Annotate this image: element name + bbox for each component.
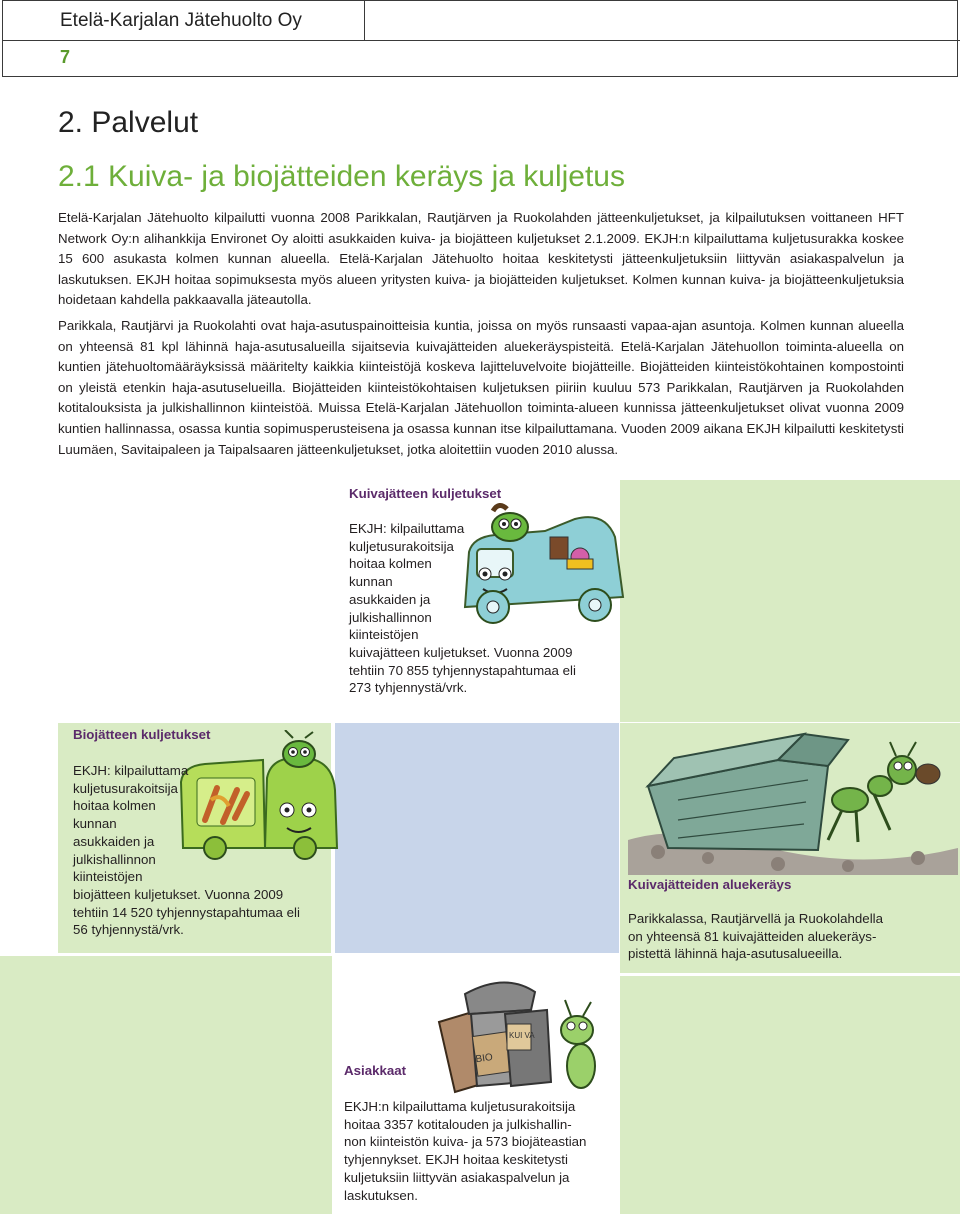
asiakkaat-line: EKJH:n kilpailuttama kuljetusurakoitsija (344, 1099, 576, 1114)
kuivajate-line: hoitaa kolmen (349, 556, 432, 572)
asiakkaat-line: hoitaa 3357 kotitalouden ja julkishallin- (344, 1116, 572, 1132)
aluekerays-title: Kuivajätteiden aluekeräys (628, 877, 792, 892)
biojate-line: EKJH: kilpailuttama (73, 763, 189, 778)
biojate-line: 56 tyhjennystä/vrk. (73, 922, 184, 938)
page-number: 7 (60, 47, 71, 67)
aluekerays-line: Parikkalassa, Rautjärvellä ja Ruokolahdella (628, 911, 883, 926)
biojate-line: hoitaa kolmen (73, 798, 156, 814)
kuivajate-line: asukkaiden ja (349, 591, 431, 607)
bio-bin-label: BIO (474, 1051, 494, 1066)
biojate-title: Biojätteen kuljetukset (73, 727, 211, 742)
header-divider-horizontal (2, 40, 960, 41)
asiakkaat-title: Asiakkaat (344, 1063, 407, 1078)
asiakkaat-line: tyhjennykset. EKJH hoitaa keskitetysti (344, 1152, 568, 1168)
section-heading: 2.1 Kuiva- ja biojätteiden keräys ja kuljetus (58, 160, 625, 193)
bins-cartoon-icon (435, 970, 610, 1095)
asiakkaat-line: non kiinteistön kuiva- ja 573 biojäteastian (344, 1134, 587, 1150)
blue-block-center (335, 723, 619, 953)
header-divider-vertical (364, 0, 365, 40)
kuivajate-line: kuivajätteen kuljetukset. Vuonna 2009 (349, 644, 573, 660)
green-block-top-right (620, 480, 960, 722)
biojate-line: kunnan (73, 816, 117, 832)
biojate-line: tehtiin 14 520 tyhjennystapahtumaa eli (73, 904, 300, 920)
container-ant-cartoon-icon (628, 730, 958, 875)
biojate-line: biojätteen kuljetukset. Vuonna 2009 (73, 886, 284, 902)
kuiva-bin-label: KUI VA (509, 1031, 535, 1040)
green-block-bottom-right (620, 976, 960, 1214)
kuivajate-line: tehtiin 70 855 tyhjennystapahtumaa eli (349, 662, 576, 678)
intro-paragraph: Etelä-Karjalan Jätehuolto kilpailutti vuonna 2008 Parikkalan, Rautjärven ja Ruokolahden jätteenkuljetukset, ja kilpailutuksen voittaneen HFT Network Oy:n alihankkija Environet Oy aloitti asukkaiden kuiva- ja biojätteen kuljetukset 2.1.2009. EKJH:n kilpailuttama kuljetusurakka koskee 15 600 asukasta kolmen kunnan alueella. Etelä-Karjalan Jätehuolto hoitaa keskitetysti jätteenkuljetuksiin liittyvän asiakaspalvelun ja laskutuksen. EKJH hoitaa sopimuksesta myös alueen yritysten kuiva- ja biojätteiden kuljetukset. Kolmen kunnan kuiva- ja biojätteenkuljetuksia hoidetaan kahdella pakkaavalla jäteautolla. (58, 210, 904, 308)
biojate-line: kiinteistöjen (73, 869, 143, 885)
kuivajate-line: 273 tyhjennystä/vrk. (349, 680, 468, 696)
biojate-line: kuljetusurakoitsija (73, 780, 178, 796)
aluekerays-line: on yhteensä 81 kuivajätteiden aluekeräys- (628, 928, 877, 944)
kuivajate-line: kunnan (349, 574, 393, 590)
services-paragraph: Parikkala, Rautjärvi ja Ruokolahti ovat haja-asutuspainoitteisia kuntia, joissa on myös runsaasti vapaa-ajan asuntoja. Kolmen kunnan alueella on yhteensä 81 kpl lähinnä haja-asutusalueilla sijaitsevia kuivajätteiden aluekeräyspisteitä. Etelä-Karjalan Jätehuollon toiminta-alueella on kuntien jätehuoltomääräyksissä määritelty kaikkia kiinteistöjä koskeva lajitteluvelvoite biojätteille. Biojätteiden kiinteistökohtainen kompostointi on yleistä etenkin haja-asutuselueilla. Biojätteiden kiinteistökohtaisen kuljetuksen piiriin kuuluu 573 Parikkalan, Rautjärven ja Ruokolahden kotitalouksista ja julkishallinnon kiinteistöä. Muissa Etelä-Karjalan Jätehuollon toiminta-alueen kunnissa jätteenkuljetukset olivat vuonna 2009 kuntien hallinnassa, osassa kuntia sopimusperusteisena ja osassa kunnan itse kilpailuttamana. Vuoden 2009 aikana EKJH kilpailutti keskitetysti Luumäen, Savitaipaleen ja Taipalsaaren jätteenkuljetukset, jotka aloitettiin vuoden 2010 alussa. (58, 318, 904, 457)
biojate-line: asukkaiden ja (73, 833, 155, 849)
kuivajate-title: Kuivajätteen kuljetukset (349, 486, 502, 501)
chapter-heading: 2. Palvelut (58, 106, 199, 139)
kuivajate-line: kuljetusurakoitsija (349, 538, 454, 554)
bio-truck-cartoon-icon (175, 730, 345, 860)
kuivajate-line: julkishallinnon (349, 609, 432, 625)
company-name: Etelä-Karjalan Jätehuolto Oy (60, 10, 302, 31)
aluekerays-line: pistettä lähinnä haja-asutusalueeilla. (628, 946, 843, 962)
asiakkaat-line: kuljetuksiin liittyvän asiakaspalvelun ja (344, 1169, 570, 1185)
kuivajate-line: EKJH: kilpailuttama (349, 521, 465, 536)
biojate-line: julkishallinnon (73, 851, 156, 867)
green-block-bottom-left (0, 956, 332, 1214)
truck-cartoon-icon (455, 497, 630, 627)
asiakkaat-line: laskutuksen. (344, 1187, 418, 1203)
kuivajate-line: kiinteistöjen (349, 627, 419, 643)
